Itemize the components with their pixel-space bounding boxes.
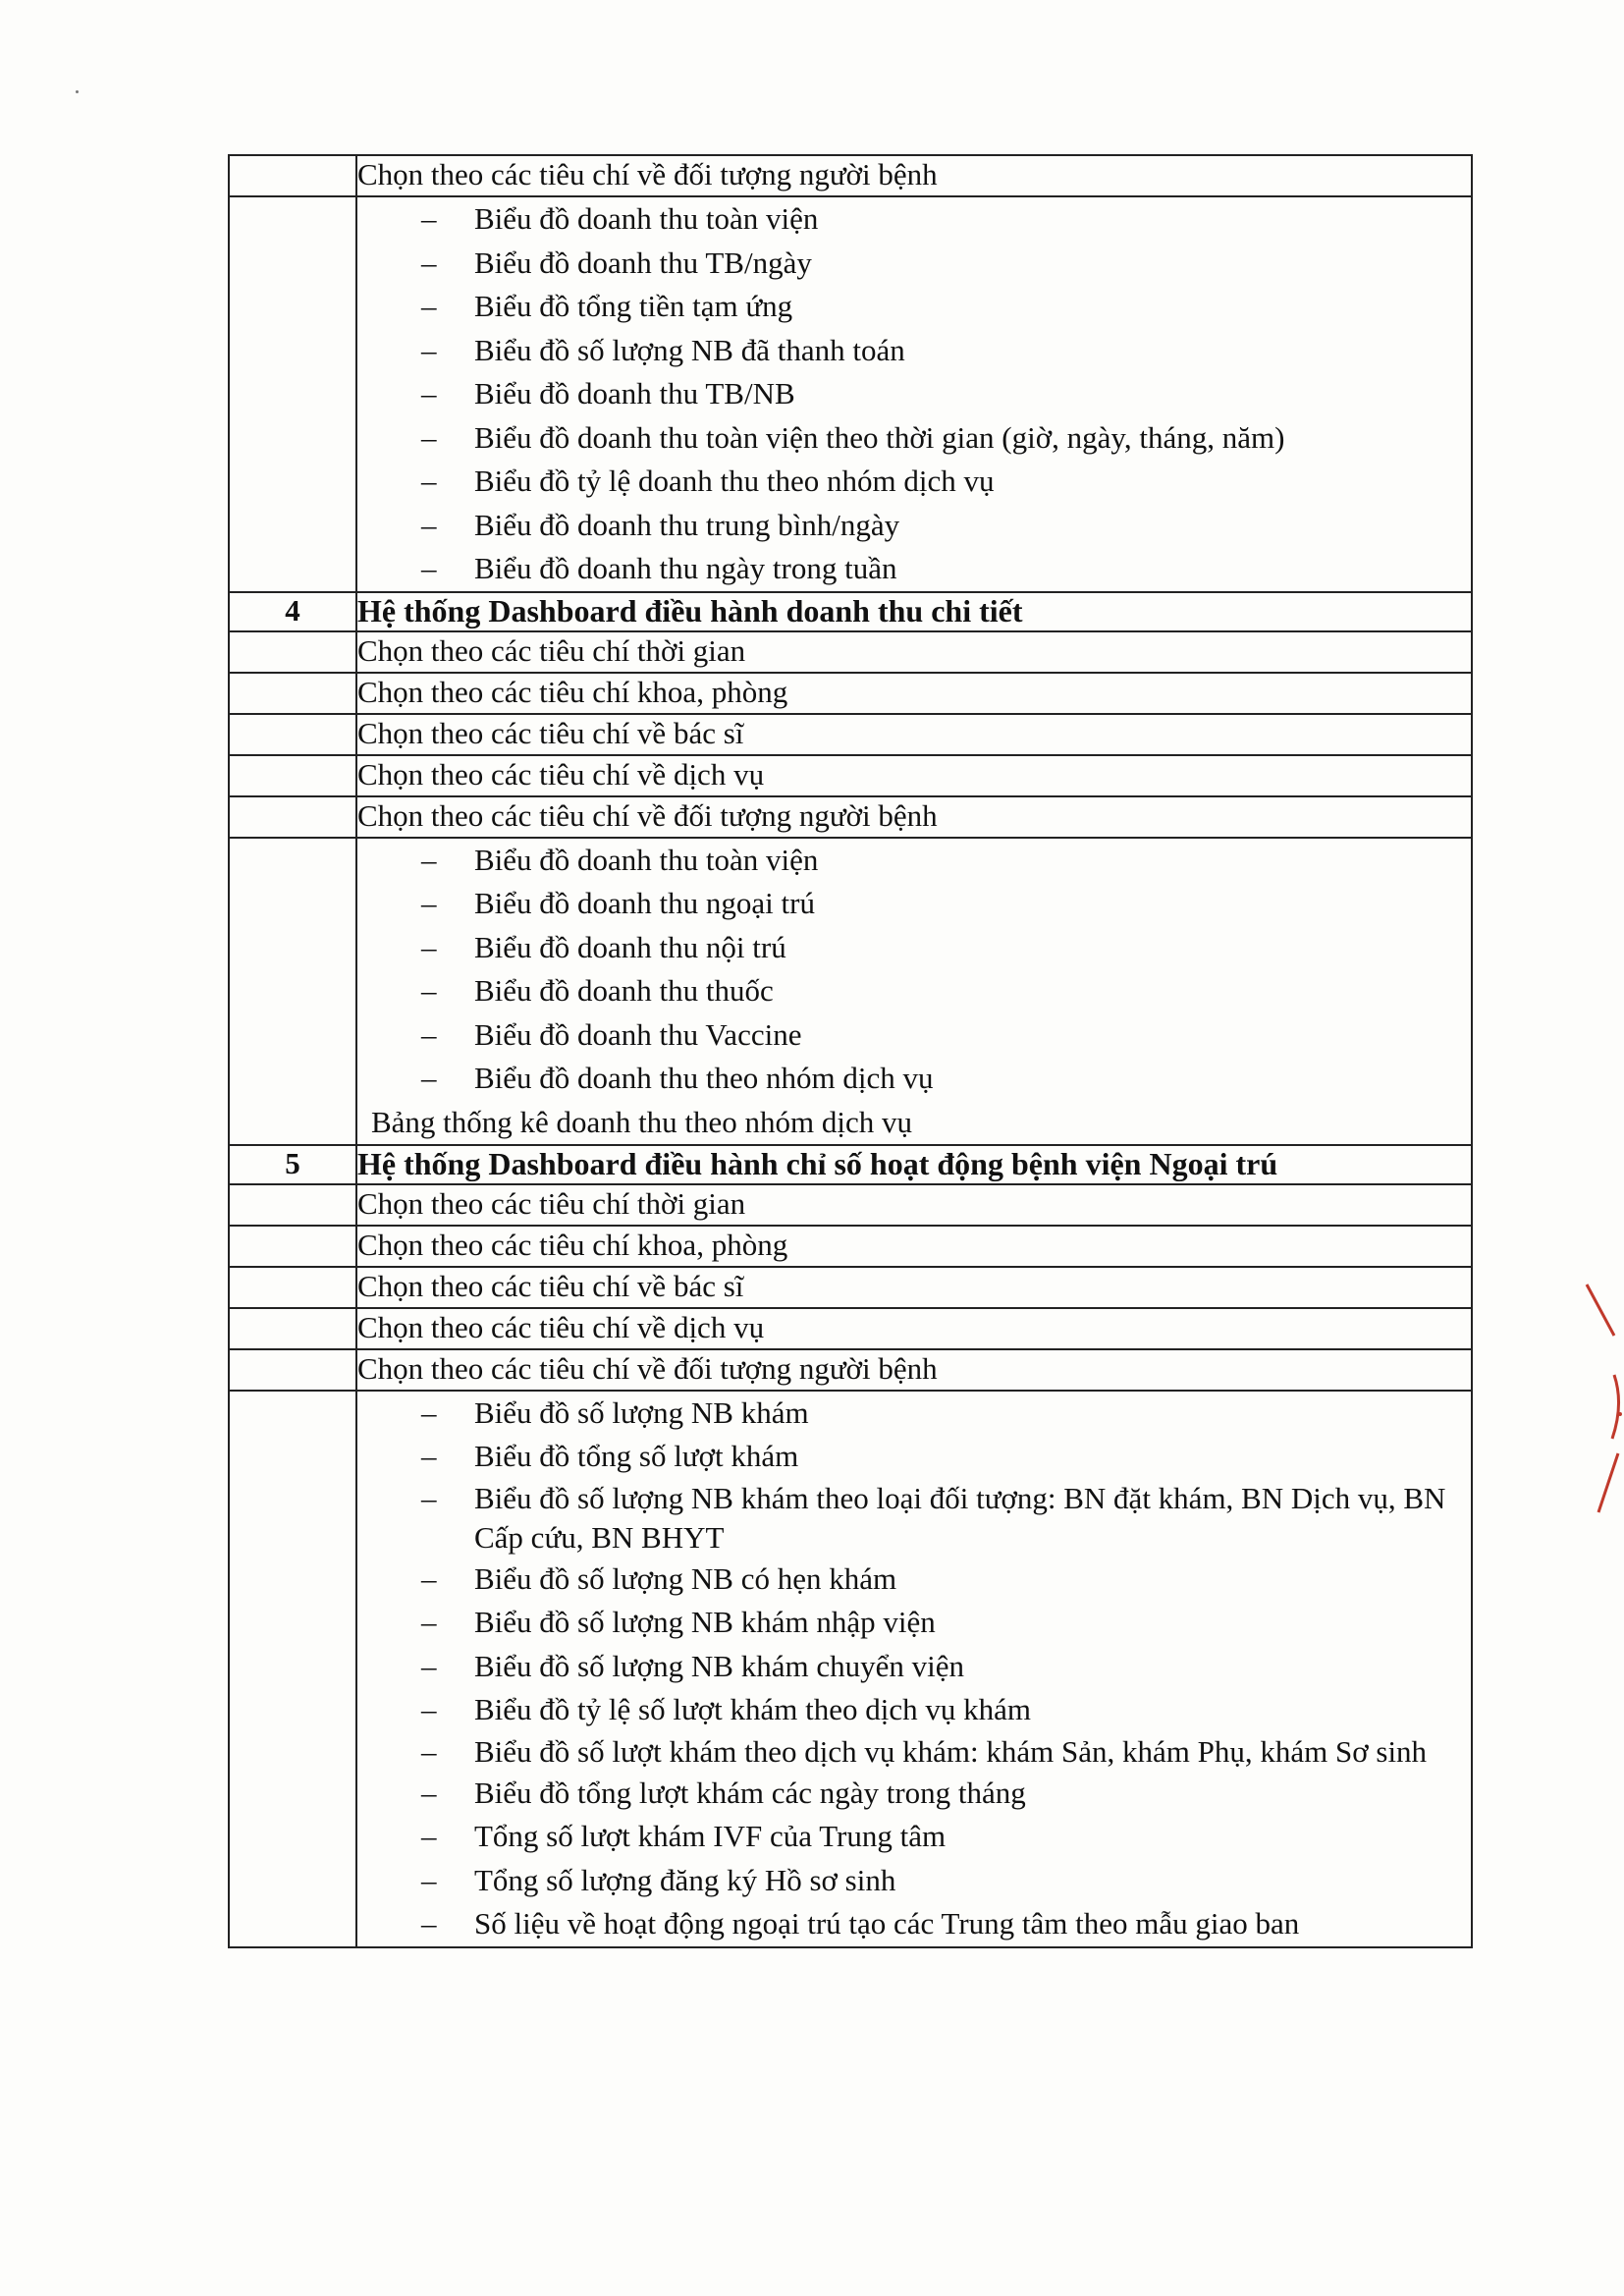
list-item: – Biểu đồ tổng số lượt khám: [421, 1439, 799, 1473]
section-title: Hệ thống Dashboard điều hành doanh thu chi tiết: [356, 592, 1472, 631]
criterion-cell: Chọn theo các tiêu chí về đối tượng người bệnh: [356, 796, 1472, 838]
list-item: – Biểu đồ doanh thu TB/NB: [421, 376, 795, 410]
table-row: [229, 1391, 1472, 1947]
requirements-table: [228, 154, 1473, 1948]
table-row: [229, 673, 1472, 714]
list-item: – Biểu đồ số lượng NB có hẹn khám: [421, 1560, 897, 1596]
list-item: – Biểu đồ doanh thu TB/ngày: [421, 245, 812, 280]
list-item: – Biểu đồ doanh thu toàn viện: [421, 842, 819, 877]
section-4-header-row: [229, 592, 1472, 631]
criterion-cell: Chọn theo các tiêu chí về bác sĩ: [356, 1267, 1472, 1308]
table-row: [229, 755, 1472, 796]
table-row: [229, 196, 1472, 592]
number-cell: [229, 155, 356, 196]
criterion-cell: Chọn theo các tiêu chí về dịch vụ: [356, 755, 1472, 796]
table-row: [229, 631, 1472, 673]
criterion-cell: Chọn theo các tiêu chí khoa, phòng: [356, 1226, 1472, 1267]
list-item: – Biểu đồ doanh thu thuốc: [421, 973, 774, 1008]
table-row: [229, 1267, 1472, 1308]
number-cell: [229, 1349, 356, 1391]
section-title: Hệ thống Dashboard điều hành chỉ số hoạt động bệnh viện Ngoại trú: [356, 1145, 1472, 1184]
criterion-cell: Chọn theo các tiêu chí thời gian: [356, 1184, 1472, 1226]
list-item: – Số liệu về hoạt động ngoại trú tạo các Trung tâm theo mẫu giao ban: [421, 1906, 1300, 1941]
list-item: – Biểu đồ số lượng NB đã thanh toán: [421, 332, 905, 367]
list-item: – Biểu đồ doanh thu trung bình/ngày: [421, 507, 900, 542]
number-cell: [229, 1226, 356, 1267]
table-row: [229, 155, 1472, 196]
list-item: – Tổng số lượng đăng ký Hồ sơ sinh: [421, 1862, 896, 1897]
number-cell: [229, 631, 356, 673]
number-cell: [229, 1184, 356, 1226]
chart-list-cell: [356, 196, 1472, 592]
criterion-cell: Chọn theo các tiêu chí khoa, phòng: [356, 673, 1472, 714]
list-item: – Biểu đồ số lượng NB khám nhập viện: [421, 1605, 936, 1639]
number-cell: [229, 1308, 356, 1349]
number-cell: [229, 838, 356, 1145]
number-cell: [229, 714, 356, 755]
list-item: – Biểu đồ doanh thu ngoại trú: [421, 886, 815, 920]
red-stamp-edge-icon: [1585, 1267, 1624, 1522]
section-5-header-row: [229, 1145, 1472, 1184]
list-item: – Biểu đồ tổng lượt khám các ngày trong tháng: [421, 1775, 1026, 1810]
chart-list: [357, 1392, 1471, 1946]
list-item: – Biểu đồ doanh thu ngày trong tuần: [421, 551, 897, 585]
table-row: [229, 714, 1472, 755]
table-row: [229, 1349, 1472, 1391]
criterion-cell: Chọn theo các tiêu chí về đối tượng người bệnh: [356, 155, 1472, 196]
list-item: – Biểu đồ số lượng NB khám chuyển viện: [421, 1648, 964, 1683]
table-row: [229, 1308, 1472, 1349]
list-item: – Biểu đồ số lượng NB khám: [421, 1394, 809, 1430]
list-item: – Biểu đồ tổng tiền tạm ứng: [421, 289, 793, 323]
number-cell: [229, 673, 356, 714]
table-row: [229, 1184, 1472, 1226]
list-item: – Biểu đồ số lượng NB khám theo loại đối tượng: BN đặt khám, BN Dịch vụ, BN Cấp cứu, BN BHYT: [421, 1480, 1446, 1555]
list-item: – Biểu đồ tỷ lệ số lượt khám theo dịch vụ khám: [421, 1692, 1032, 1726]
table-row: [229, 838, 1472, 1145]
list-item: – Biểu đồ doanh thu theo nhóm dịch vụ: [421, 1061, 934, 1095]
table-row: [229, 796, 1472, 838]
list-item: – Biểu đồ doanh thu toàn viện: [421, 201, 819, 236]
summary-table-label: Bảng thống kê doanh thu theo nhóm dịch vụ: [371, 1104, 913, 1139]
number-cell: [229, 1391, 356, 1947]
criterion-cell: Chọn theo các tiêu chí về dịch vụ: [356, 1308, 1472, 1349]
section-number: 5: [229, 1145, 356, 1184]
number-cell: [229, 796, 356, 838]
table-row: [229, 1226, 1472, 1267]
section-number: 4: [229, 592, 356, 631]
criterion-cell: Chọn theo các tiêu chí về đối tượng người bệnh: [356, 1349, 1472, 1391]
number-cell: [229, 1267, 356, 1308]
list-item: – Biểu đồ doanh thu nội trú: [421, 929, 786, 964]
chart-list-cell: [356, 1391, 1472, 1947]
criterion-cell: Chọn theo các tiêu chí về bác sĩ: [356, 714, 1472, 755]
number-cell: [229, 755, 356, 796]
list-item: – Biểu đồ doanh thu Vaccine: [421, 1016, 802, 1052]
chart-list-cell: [356, 838, 1472, 1145]
criterion-cell: Chọn theo các tiêu chí thời gian: [356, 631, 1472, 673]
scan-speck: [76, 90, 79, 93]
chart-list: [357, 839, 1471, 1101]
list-item: – Biểu đồ số lượt khám theo dịch vụ khám: khám Sản, khám Phụ, khám Sơ sinh: [421, 1733, 1428, 1769]
number-cell: [229, 196, 356, 592]
chart-list: [357, 197, 1471, 591]
list-item: – Biểu đồ doanh thu toàn viện theo thời gian (giờ, ngày, tháng, năm): [421, 419, 1285, 455]
list-item: – Tổng số lượt khám IVF của Trung tâm: [421, 1819, 947, 1853]
list-item: – Biểu đồ tỷ lệ doanh thu theo nhóm dịch vụ: [421, 464, 995, 498]
